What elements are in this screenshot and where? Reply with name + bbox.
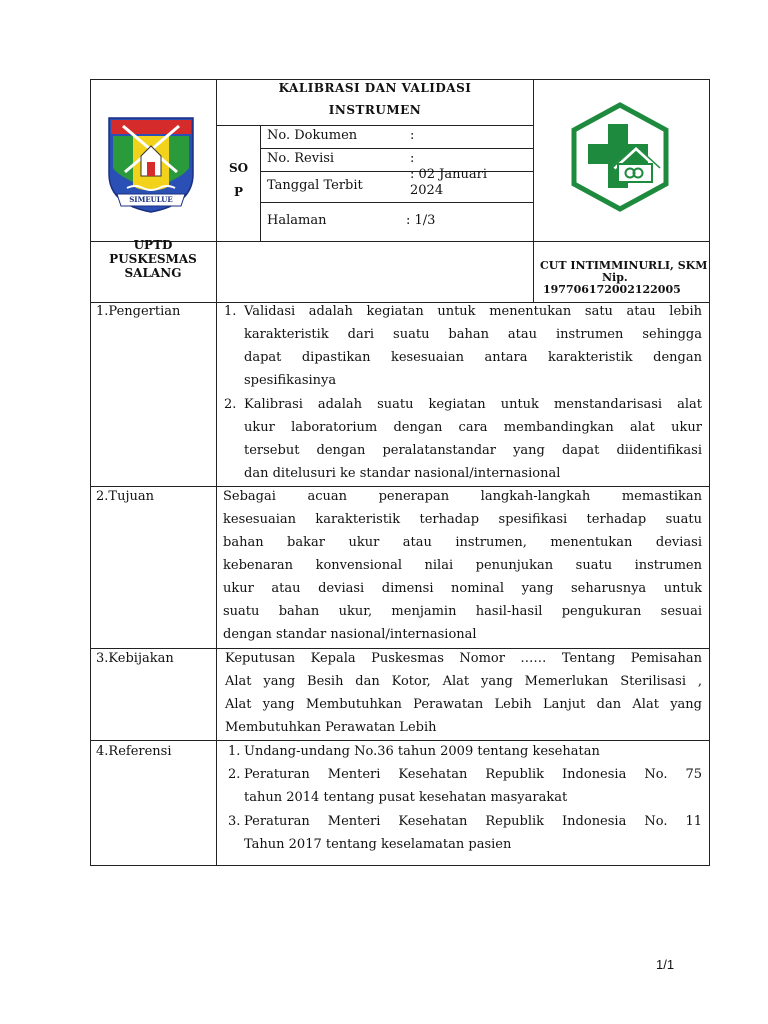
sop-label-line1: SO <box>229 161 249 175</box>
pengertian-item2-line4: dan ditelusuri ke standar nasional/internasional <box>244 466 561 481</box>
tujuan-line4: kebenaran konvensional nilai penunjukan suatu instrumen <box>223 558 702 573</box>
referensi-item3-line2: Tahun 2017 tentang keselamatan pasien <box>244 837 512 852</box>
referensi-item1-line1: Undang-undang No.36 tahun 2009 tentang kesehatan <box>244 744 600 759</box>
org-name-line2: PUSKESMAS <box>109 252 197 266</box>
sop-label-line2: P <box>234 185 244 199</box>
referensi-item3-number: 3. <box>228 814 241 829</box>
referensi-item2-line2: tahun 2014 tentang pusat kesehatan masyarakat <box>244 790 568 805</box>
pengertian-item1-line1: Validasi adalah kegiatan untuk menentukan satu atau lebih <box>244 304 702 319</box>
no-dokumen-value: : <box>410 128 415 143</box>
no-dokumen-label: No. Dokumen <box>267 128 358 143</box>
kebijakan-line2: Alat yang Besih dan Kotor, Alat yang Memerlukan Sterilisasi , <box>225 674 702 689</box>
emblem-ribbon-text: SIMEULUE <box>129 195 173 204</box>
pengertian-label: 1.Pengertian <box>96 304 181 319</box>
org-name-line3: SALANG <box>124 266 182 280</box>
tujuan-line5: ukur atau deviasi dimensi nominal yang seharusnya untuk <box>223 581 702 596</box>
tujuan-line7: dengan standar nasional/internasional <box>223 627 477 642</box>
halaman-label: Halaman <box>267 213 327 228</box>
referensi-item3-line1: Peraturan Menteri Kesehatan Republik Indonesia No. 11 <box>244 814 702 829</box>
no-revisi-value: : <box>410 151 415 166</box>
pengertian-item2-line1: Kalibrasi adalah suatu kegiatan untuk menstandarisasi alat <box>244 397 702 412</box>
signer-nip: 197706172002122005 <box>543 283 681 296</box>
kebijakan-line4: Membutuhkan Perawatan Lebih <box>225 720 437 735</box>
kebijakan-line1: Keputusan Kepala Puskesmas Nomor …… Tentang Pemisahan <box>225 651 702 666</box>
referensi-label: 4.Referensi <box>96 744 172 759</box>
pengertian-item1-line2: karakteristik dari suatu bahan atau instrumen sehingga <box>244 327 702 342</box>
referensi-item2-number: 2. <box>228 767 241 782</box>
pengertian-item1-line3: dapat dipastikan kesesuaian antara karakteristik dengan <box>244 350 702 365</box>
kebijakan-line3: Alat yang Membutuhkan Perawatan Lebih Lanjut dan Alat yang <box>225 697 702 712</box>
org-name-line1: UPTD <box>133 238 173 252</box>
pengertian-item1-line4: spesifikasinya <box>244 373 337 388</box>
tanggal-terbit-label: Tanggal Terbit <box>267 178 363 193</box>
page-number: 1/1 <box>656 957 675 972</box>
tujuan-line1: Sebagai acuan penerapan langkah-langkah memastikan <box>223 489 702 504</box>
referensi-item2-line1: Peraturan Menteri Kesehatan Republik Indonesia No. 75 <box>244 767 702 782</box>
kebijakan-label: 3.Kebijakan <box>96 651 174 666</box>
pengertian-item2-number: 2. <box>224 397 237 412</box>
pengertian-item1-number: 1. <box>224 304 237 319</box>
tujuan-line6: suatu bahan ukur, menjamin hasil-hasil pengukuran sesuai <box>223 604 702 619</box>
tanggal-terbit-value-line2: 2024 <box>410 183 444 198</box>
tanggal-terbit-value-line1: : 02 Januari <box>410 167 488 182</box>
document-title-line1: KALIBRASI DAN VALIDASI <box>278 81 472 95</box>
puskesmas-logo <box>566 102 674 212</box>
tujuan-line3: bahan bakar ukur atau instrumen, menentukan deviasi <box>223 535 702 550</box>
signer-name: CUT INTIMMINURLI, SKM <box>540 259 708 272</box>
simeulue-emblem-logo <box>103 112 199 216</box>
halaman-value: : 1/3 <box>406 213 436 228</box>
no-revisi-label: No. Revisi <box>267 151 335 166</box>
tujuan-line2: kesesuaian karakteristik terhadap spesifikasi terhadap suatu <box>223 512 702 527</box>
pengertian-item2-line3: tersebut dengan peralatanstandar yang dapat diidentifikasi <box>244 443 702 458</box>
pengertian-item2-line2: ukur laboratorium dengan cara membandingkan alat ukur <box>244 420 702 435</box>
tujuan-label: 2.Tujuan <box>96 489 154 504</box>
referensi-item1-number: 1. <box>228 744 241 759</box>
document-title-line2: INSTRUMEN <box>328 103 422 117</box>
signer-nip-label: Nip. <box>602 271 628 284</box>
